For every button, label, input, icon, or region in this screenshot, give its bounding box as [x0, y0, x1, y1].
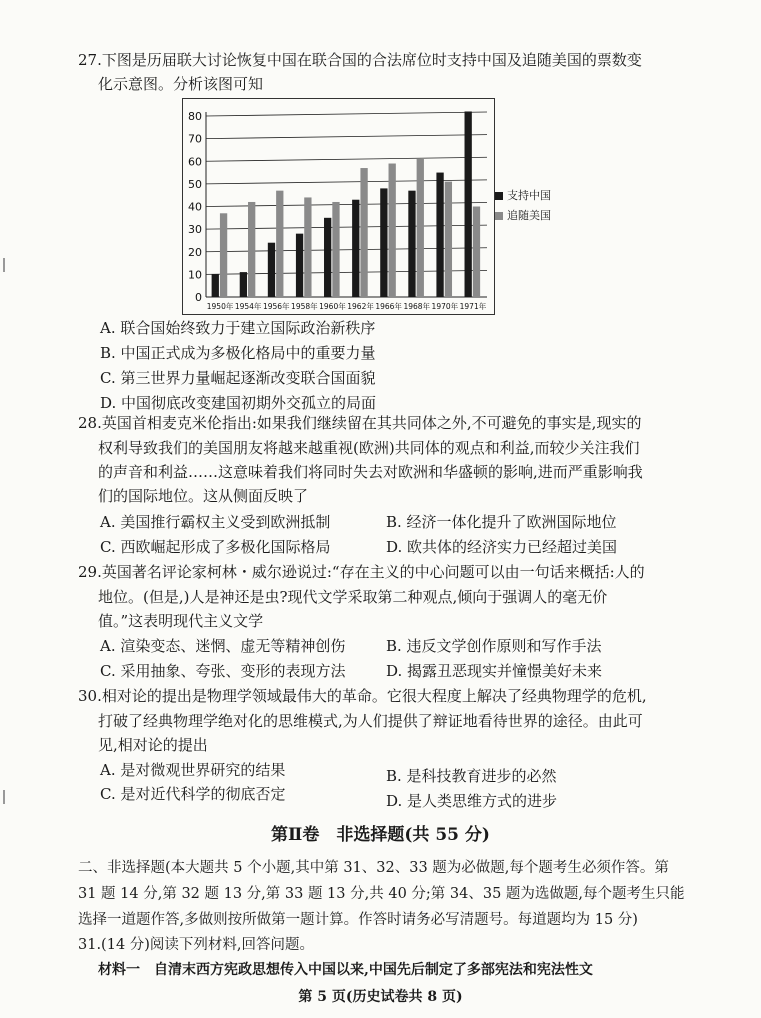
binding-edge-mark — [3, 790, 5, 804]
q28-option-a: A. 美国推行霸权主义受到欧洲抵制 — [100, 513, 331, 531]
x-tick-label: 1968年 — [403, 302, 431, 311]
bar-follow-us — [417, 159, 424, 297]
section-2-intro-line1: 二、非选择题(本大题共 5 个小题,其中第 31、32、33 题为必做题,每个题考生必须作答。第 — [78, 860, 669, 876]
legend-item-follow-us — [495, 206, 551, 226]
q30-stem-line1: 30.相对论的提出是物理学领域最伟大的革命。它很大程度上解决了经典物理学的危机, — [78, 687, 647, 705]
x-tick-label: 1962年 — [347, 302, 374, 311]
y-tick-label: 70 — [188, 132, 202, 146]
q27-option-d: D. 中国彻底改变建国初期外交孤立的局面 — [100, 394, 377, 412]
bar-support — [380, 188, 387, 297]
y-tick-label: 20 — [188, 245, 202, 259]
y-tick-label: 40 — [188, 200, 202, 214]
bar-follow-us — [332, 202, 339, 297]
legend-label-follow-us: 追随美国 — [507, 209, 551, 222]
q30-option-c: C. 是对近代科学的彻底否定 — [100, 785, 286, 803]
q28-option-d: D. 欧共体的经济实力已经超过美国 — [386, 538, 618, 556]
q29-option-b: B. 违反文学创作原则和写作手法 — [386, 637, 602, 655]
bar-follow-us — [248, 202, 255, 297]
vote-chart — [182, 98, 495, 315]
q28-option-b: B. 经济一体化提升了欧洲国际地位 — [386, 513, 617, 531]
y-tick-label: 30 — [188, 223, 202, 237]
x-tick-label: 1966年 — [375, 302, 402, 311]
q28-stem-line2: 权利导致我们的美国朋友将越来越重视(欧洲)共同体的观点和利益,而较少关注我们 — [98, 439, 640, 457]
gridline — [206, 157, 487, 161]
bar-follow-us — [389, 164, 396, 297]
bar-follow-us — [304, 197, 311, 297]
q30-option-d: D. 是人类思维方式的进步 — [386, 792, 558, 810]
q30-option-a: A. 是对微观世界研究的结果 — [100, 761, 286, 779]
x-tick-label: 1970年 — [431, 302, 459, 311]
page-footer: 第 5 页(历史试卷共 8 页) — [298, 989, 463, 1005]
section-2-intro-line2: 31 题 14 分,第 32 题 13 分,第 33 题 13 分,共 40 分;第 34、35 题为选做题,每个题考生只能 — [78, 886, 685, 902]
q29-option-c: C. 采用抽象、夸张、变形的表现方法 — [100, 662, 346, 680]
bar-support — [324, 218, 331, 297]
q30-stem-line2: 打破了经典物理学绝对化的思维模式,为人们提供了辩证地看待世界的途径。由此可 — [98, 712, 643, 730]
q28-stem-line3: 的声音和利益……这意味着我们将同时失去对欧洲和华盛顿的影响,进而严重影响我 — [98, 463, 643, 481]
bar-support — [408, 191, 415, 297]
gridline — [206, 135, 487, 139]
legend-swatch-follow-us — [495, 212, 503, 220]
y-tick-label: 10 — [188, 268, 202, 282]
y-tick-label: 80 — [188, 110, 202, 123]
q29-stem-line1: 29.英国著名评论家柯林・威尔逊说过:“存在主义的中心问题可以由一句话来概括:人的 — [78, 563, 645, 581]
x-tick-label: 1958年 — [291, 302, 318, 311]
q31-material-1: 材料一 自清末西方宪政思想传入中国以来,中国先后制定了多部宪法和宪法性文 — [98, 962, 593, 978]
q27-stem-line2: 化示意图。分析该图可知 — [98, 75, 264, 93]
bar-support — [212, 274, 219, 297]
q29-stem-line3: 值。”这表明现代主义文学 — [98, 612, 264, 630]
q29-option-d: D. 揭露丑恶现实并憧憬美好未来 — [386, 662, 603, 680]
x-tick-label: 1971年 — [459, 302, 487, 311]
q28-option-c: C. 西欧崛起形成了多极化国际格局 — [100, 538, 331, 556]
x-tick-label: 1960年 — [319, 302, 346, 311]
legend-label-support: 支持中国 — [507, 189, 551, 202]
binding-edge-mark — [3, 258, 5, 272]
bar-follow-us — [360, 168, 367, 297]
q27-stem-line1: 27.下图是历届联大讨论恢复中国在联合国的合法席位时支持中国及追随美国的票数变 — [78, 51, 642, 69]
bar-follow-us — [473, 207, 480, 298]
legend-swatch-support — [495, 192, 503, 200]
bar-support — [436, 173, 443, 297]
section-2-intro-line3: 选择一道题作答,多做则按所做第一题计算。作答时请务必写清题号。每道题均为 15 分) — [78, 912, 638, 928]
q31-stem: 31.(14 分)阅读下列材料,回答问题。 — [78, 937, 315, 953]
x-tick-label: 1956年 — [262, 302, 290, 311]
x-tick-label: 1954年 — [234, 302, 262, 311]
q30-stem-line3: 见,相对论的提出 — [98, 736, 208, 754]
q29-option-a: A. 渲染变态、迷惘、虚无等精神创伤 — [100, 637, 346, 655]
section-2-title: 第Ⅱ卷 非选择题(共 55 分) — [271, 825, 490, 845]
gridline — [206, 112, 487, 116]
bar-support — [352, 200, 359, 297]
q29-stem-line2: 地位。(但是,)人是神还是虫?现代文学采取第二种观点,倾向于强调人的毫无价 — [98, 588, 608, 606]
q27-option-b: B. 中国正式成为多极化格局中的重要力量 — [100, 344, 376, 362]
q27-option-c: C. 第三世界力量崛起逐渐改变联合国面貌 — [100, 369, 376, 387]
vote-chart-svg — [182, 98, 495, 315]
chart-legend — [495, 186, 551, 226]
bar-support — [268, 243, 275, 297]
y-tick-label: 0 — [195, 291, 202, 304]
bar-follow-us — [445, 182, 452, 297]
x-tick-label: 1950年 — [206, 302, 234, 311]
q28-stem-line1: 28.英国首相麦克米伦指出:如果我们继续留在其共同体之外,不可避免的事实是,现实的 — [78, 414, 642, 432]
q27-option-a: A. 联合国始终致力于建立国际政治新秩序 — [100, 319, 376, 337]
bar-support — [240, 272, 247, 297]
y-tick-label: 50 — [188, 177, 202, 191]
q30-option-b: B. 是科技教育进步的必然 — [386, 767, 557, 785]
bar-follow-us — [276, 191, 283, 297]
q28-stem-line4: 们的国际地位。这从侧面反映了 — [98, 487, 309, 505]
bar-support — [296, 234, 303, 297]
bar-support — [465, 111, 472, 297]
y-tick-label: 60 — [188, 155, 202, 169]
bar-follow-us — [220, 213, 227, 297]
legend-item-support — [495, 186, 551, 206]
